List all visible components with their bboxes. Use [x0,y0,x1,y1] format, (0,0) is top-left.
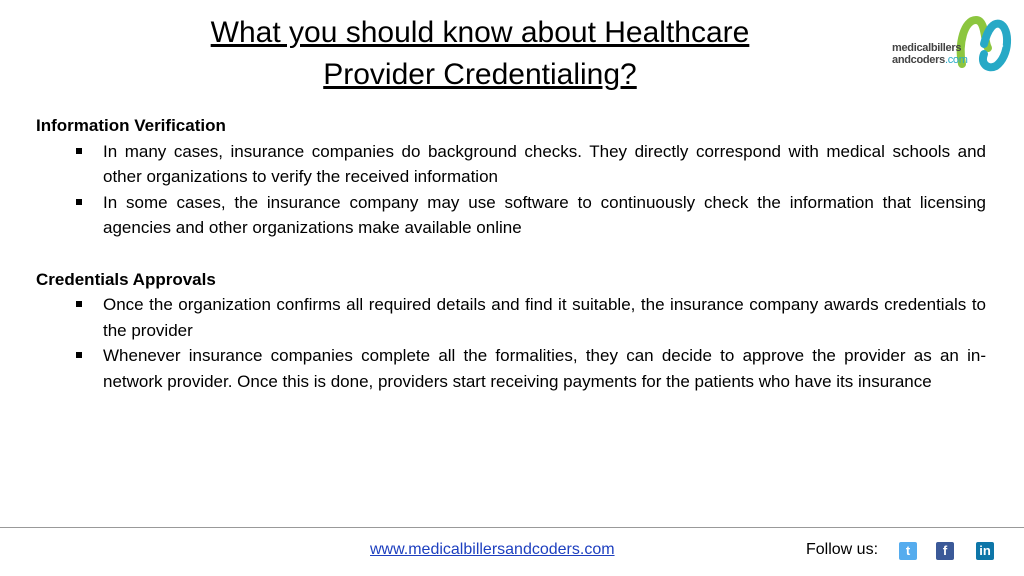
bullet-text: In many cases, insurance companies do background checks. They directly correspond with medical schools and other organizations to verify the received information [103,141,986,186]
section-heading-information-verification: Information Verification [36,116,226,135]
logo-text-1: medicalbillers [892,42,962,54]
footer-divider [0,527,1024,528]
bullet-list-information-verification [36,139,986,241]
twitter-glyph: t [905,543,911,558]
list-item [36,190,986,241]
logo-wordmark [892,42,968,66]
website-link[interactable]: www.medicalbillersandcoders.com [370,541,615,558]
slide-content [36,113,986,394]
bullet-square-icon [76,199,82,205]
bullet-text: Once the organization confirms all required details and find it suitable, the insurance company awards credentials to the provider [103,295,986,340]
twitter-icon[interactable] [899,542,917,560]
linkedin-icon[interactable] [976,542,994,560]
bullet-square-icon [76,301,82,307]
bullet-text: Whenever insurance companies complete all the formalities, they can decide to approve the provider as an in-network provider. Once this is done, providers start receiving payments for the patients who have its insurance [103,346,986,391]
title-line-2: Provider Credentialing? [323,58,637,91]
title-line-1: What you should know about Healthcare [210,16,750,49]
bullet-list-credentials-approvals [36,292,986,394]
list-item [36,343,986,394]
linkedin-glyph: in [979,543,991,558]
section-heading-credentials-approvals: Credentials Approvals [36,269,216,289]
facebook-glyph: f [942,543,948,558]
company-logo [892,14,1014,72]
bullet-text: In some cases, the insurance company may use software to continuously check the information that licensing agencies and other organizations make available online [103,192,986,237]
section-spacer [36,241,986,267]
follow-us-label: Follow us: [806,541,879,558]
logo-text-3: .com [944,54,968,66]
bullet-square-icon [76,148,82,154]
list-item [36,292,986,343]
bullet-square-icon [76,352,82,358]
list-item [36,139,986,190]
logo-text-2: andcoders [892,54,945,66]
facebook-icon[interactable] [936,542,954,560]
page-title [150,12,810,96]
